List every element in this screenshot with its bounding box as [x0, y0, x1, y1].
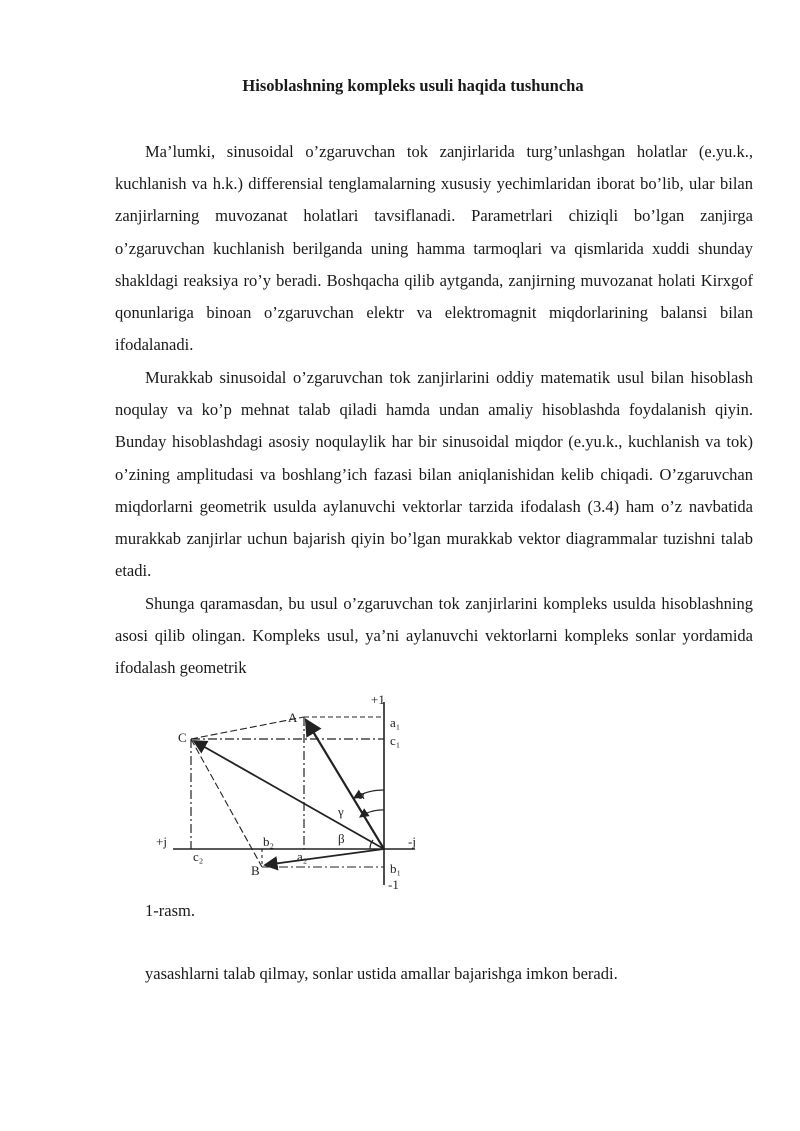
label-a2: a₂	[297, 849, 308, 864]
closing-paragraph: yasashlarni talab qilmay, sonlar ustida amallar bajarishga imkon beradi.	[145, 964, 618, 983]
vector-b	[265, 849, 384, 865]
label-alpha: α	[358, 787, 365, 802]
figure-caption: 1-rasm.	[145, 901, 195, 920]
label-plus-one: +1	[371, 692, 385, 707]
vector-diagram-figure	[145, 690, 435, 895]
label-b1: b₁	[390, 861, 402, 876]
label-b2: b₂	[263, 834, 275, 849]
label-a1: a₁	[390, 715, 401, 730]
label-gamma: γ	[338, 804, 344, 819]
label-minus-one: -1	[388, 877, 399, 892]
label-plus-j: +j	[156, 834, 167, 849]
label-minus-j: -j	[408, 834, 416, 849]
paragraph-3: Shunga qaramasdan, bu usul o’zgaruvchan tok zanjirlarini kompleks usulda hisoblashning asosi qilib olingan. Kompleks usul, ya’ni aylanuvchi vektorlarni kompleks sonlar yordamida ifodalash geometrik	[115, 594, 753, 678]
label-c1: c₁	[390, 733, 401, 748]
label-point-c: C	[178, 730, 187, 745]
document-title: Hisoblashning kompleks usuli haqida tushuncha	[242, 76, 584, 95]
label-beta: β	[338, 831, 345, 846]
paragraph-2: Murakkab sinusoidal o’zgaruvchan tok zanjirlarini oddiy matematik usul bilan hisoblash noqulay va ko’p mehnat talab qiladi hamda undan amaliy hisoblashda foydalanish qiyin. Bunday hisoblashdagi asosiy noqulaylik har bir sinusoidal miqdor (e.yu.k., kuchlanish va tok) o’zining amplitudasi va boshlang’ich fazasi bilan aniqlanishidan kelib chiqadi. O’zgaruvchan miqdorlarni geometrik usulda aylanuvchi vektorlar tarzida ifodalash (3.4) ham o’z navbatida murakkab zanjirlar uchun bajarish qiyin bo’lgan murakkab vektor diagrammalar tuzishni talab etadi.	[115, 368, 753, 581]
label-point-b: B	[251, 863, 260, 878]
paragraph-1: Ma’lumki, sinusoidal o’zgaruvchan tok zanjirlarida turg’unlashgan holatlar (e.yu.k., kuchlanish va h.k.) differensial tenglamalarning xususiy yechimlaridan iborat bo’lib, ular bilan zanjirlarning muvozanat holatlari tavsiflanadi. Parametrlari chiziqli bo’lgan zanjirga o’zgaruvchan kuchlanish berilganda uning hamma tarmoqlari va qismlarida xuddi shunday shakldagi reaksiya ro’y beradi. Boshqacha qilib aytganda, zanjirning muvozanat holati Kirxgof qonunlariga binoan o’zgaruvchan elektr va elektromagnit miqdorlarining balansi bilan ifodalanadi.	[115, 142, 753, 355]
label-c2: c₂	[193, 849, 204, 864]
label-point-a: A	[288, 710, 298, 725]
